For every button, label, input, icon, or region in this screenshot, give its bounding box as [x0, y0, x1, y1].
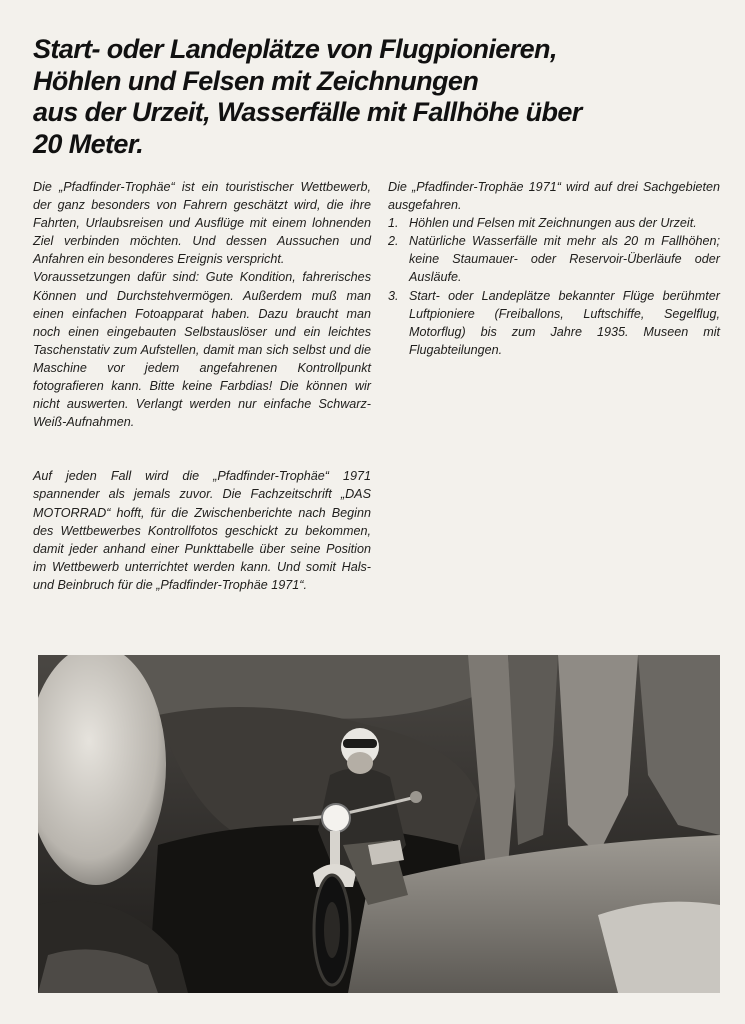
list-item-number: 3. [388, 288, 399, 303]
list-item-text: Natürliche Wasserfälle mit mehr als 20 m Fallhöhen; keine Staumauer- oder Reservoir-Überläufe oder Ausläufe. [409, 234, 720, 285]
paragraph-outlook: Auf jeden Fall wird die „Pfadfinder-Trophäe“ 1971 spannender als jemals zuvor. Die Fachzeitschrift „DAS MOTORRAD“ hofft, für die Zwischenberichte nach Beginn des Wettbewerbes Kontrollfotos geschickt zu bekommen, damit jeder anhand einer Punkttabelle über seine Position im Wettbewerb unterrichtet werden kann. Und somit Hals- und Beinbruch für die „Pfadfinder-Trophäe 1971“. [33, 469, 371, 592]
list-item [388, 214, 720, 232]
photo-motorcyclist-in-cave [38, 655, 720, 993]
categories-list [388, 214, 720, 359]
headline-line-4: 20 Meter. [33, 128, 144, 159]
paragraph-intro: Die „Pfadfinder-Trophäe“ ist ein touristischer Wettbewerb, der ganz besonders von Fahrern geschätzt wird, die ihre Fahrten, Urlaubsreisen und Ausflüge mit einem lohnenden Ziel verbinden möchten. Und dessen Aussuchen und Anfahren ein besonderes Ereignis verspricht. [33, 180, 371, 267]
list-item [388, 287, 720, 359]
paragraph-requirements: Voraussetzungen dafür sind: Gute Kondition, fahrerisches Können und Durchstehvermögen. Außerdem muß man einen einfachen Fotoapparat haben. Dazu braucht man noch einen eingebauten Selbstauslöser und ein leichtes Taschenstativ zum Aufstellen, damit man sich selbst und die Maschine vor jedem angefahrenen Kontrollpunkt fotografieren kann. Bitte keine Farbdias! Die können wir nicht auswerten. Verlangt werden nur einfache Schwarz-Weiß-Aufnahmen. [33, 270, 371, 430]
categories-intro: Die „Pfadfinder-Trophäe 1971“ wird auf drei Sachgebieten ausgefahren. [388, 180, 720, 213]
list-item-number: 1. [388, 216, 399, 231]
list-item-text: Start- oder Landeplätze bekannter Flüge berühmter Luftpioniere (Freiballons, Luftschiffe, Segelflug, Motorflug) bis zum Jahre 1935. Museen mit Flugabteilungen. [409, 288, 720, 357]
list-item [388, 232, 720, 286]
headline-line-2: Höhlen und Felsen mit Zeichnungen [33, 65, 479, 96]
headline-line-3: aus der Urzeit, Wasserfälle mit Fallhöhe über [33, 97, 582, 127]
right-column [388, 178, 720, 359]
list-item-text: Höhlen und Felsen mit Zeichnungen aus der Urzeit. [409, 216, 697, 231]
list-item-number: 2. [388, 234, 399, 249]
headline-line-1: Start- oder Landeplätze von Flugpionieren, [33, 34, 557, 64]
headline [33, 34, 733, 160]
photo-illustration [38, 655, 720, 993]
left-column [33, 178, 371, 594]
